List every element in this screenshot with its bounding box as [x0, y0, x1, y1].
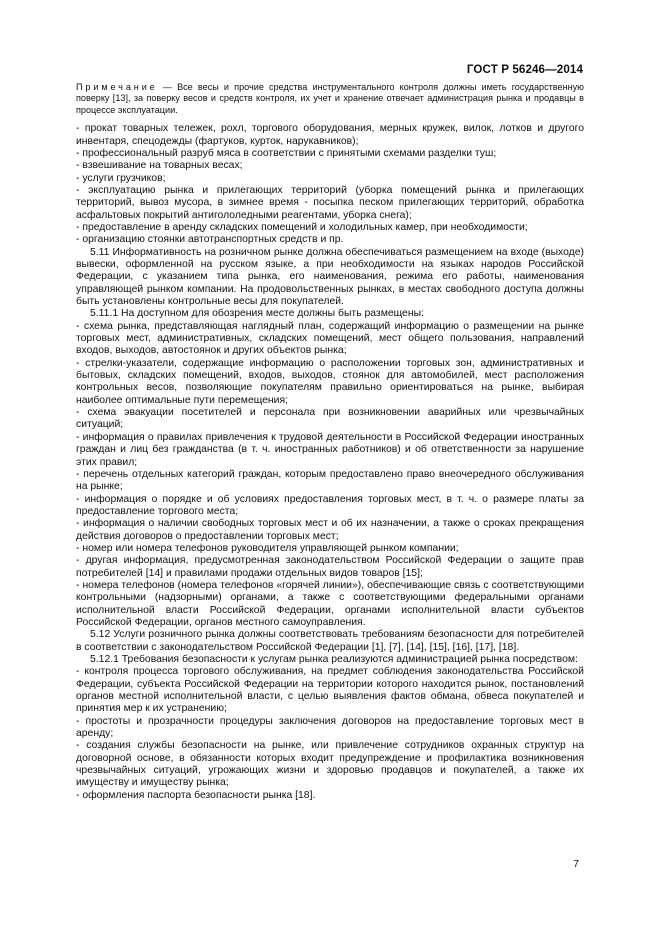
paragraph: - прокат товарных тележек, рохл, торгового оборудования, мерных кружек, вилок, лотков и другого инвентаря, спецодежды (фартуков, курток, нарукавников);	[76, 123, 584, 147]
paragraph: - услуги грузчиков;	[76, 172, 166, 184]
paragraph: 5.12.1 Требования безопасности к услугам рынка реализуются администрацией рынка посредством:	[90, 654, 578, 665]
page-number: 7	[573, 859, 579, 870]
page-body	[76, 82, 584, 802]
paragraph: - перечень отдельных категорий граждан, которым предоставлено право внеочередного обслуживания на рынке;	[76, 468, 584, 493]
paragraph: - создания службы безопасности на рынке, или привлечение сотрудников охранных структур на договорной основе, в обязанности которых входит предупреждение и профилактика возникновения чрезвычайных ситуаций, угрожающих жизни и здоровью продавцов и покупателей, а также их имуществу и имуществу рынка;	[76, 740, 584, 789]
paragraph: - другая информация, предусмотренная законодательством Российской Федерации о защите прав потребителей [14] и правилами продажи отдельных видов товаров [15];	[76, 555, 584, 579]
document-designation: ГОСТ Р 56246—2014	[466, 63, 583, 76]
paragraph: - номера телефонов (номера телефонов «горячей линии»), обеспечивающие связь с соответствующими контрольными (надзорными) органами, а также с соответствующими федеральными органами исполнительной власти Российской Федерации, органами исполнительной власти субъектов Российской Федерации, органов местного самоуправления.	[76, 579, 584, 628]
paragraph: - информация о правилах привлечения к трудовой деятельности в Российской Федерации иностранных граждан и лиц без гражданства (в т. ч. иностранных работников) и об ответственности за нарушение этих правил;	[76, 431, 584, 468]
paragraph: - схема рынка, представляющая наглядный план, содержащий информацию о размещении на рынке торговых мест, административных, складских помещений, мест общего пользования, направлений входов, выходов, автостоянок и других объектов рынка;	[76, 320, 584, 357]
paragraph: - информация о порядке и об условиях предоставления торговых мест, в т. ч. о размере платы за предоставление торгового места;	[76, 493, 584, 517]
paragraph: - взвешивание на товарных весах;	[76, 160, 243, 172]
paragraph: - схема эвакуации посетителей и персонала при возникновении аварийных или чрезвычайных ситуаций;	[76, 407, 584, 431]
paragraph: 5.12 Услуги розничного рынка должны соответствовать требованиям безопасности для потребителей в соответствии с законодательством Российской Федерации [1], [7], [14], [15], [16], [17], [18].	[76, 629, 584, 653]
paragraph: - простоты и прозрачности процедуры заключения договоров на предоставление торговых мест в аренду;	[76, 715, 584, 740]
paragraph: - предоставление в аренду складских помещений и холодильных камер, при необходимости;	[76, 221, 528, 233]
note-label: Примечание	[76, 82, 158, 92]
paragraph: 5.11 Информативность на розничном рынке должна обеспечиваться размещением на входе (выходе) вывески, оформленной на русском языке, а при необходимости на языках народов Российской Федерации, с указанием типа рынка, его наименования, режима его работы, наименования управляющей рынком компании. На продовольственных рынках, в местах свободного доступа должны быть установлены контрольные весы для покупателей.	[76, 246, 584, 308]
paragraph: - номер или номера телефонов руководителя управляющей рынком компании;	[76, 542, 459, 554]
paragraph: - эксплуатацию рынка и прилегающих территорий (уборка помещений рынка и прилегающих территорий, вывоз мусора, в зимнее время - посыпка песком прилегающих территорий, обработка асфальтовых покрытий антигололедными реагентами, уборка снега);	[76, 184, 584, 221]
paragraph: - стрелки-указатели, содержащие информацию о расположении торговых зон, административных и бытовых, складских помещений, входов, выходов, стоянок для автомобилей, мест расположения контрольных весов, позволяющие покупателям правильно ориентироваться на рынке, выбирая наиболее оптимальные пути перемещения;	[76, 357, 584, 406]
paragraph: - организацию стоянки автотранспортных средств и пр.	[76, 234, 344, 246]
paragraph: - профессиональный разруб мяса в соответствии с принятыми схемами разделки туш;	[76, 147, 497, 159]
note-block	[76, 82, 584, 116]
paragraph: 5.11.1 На доступном для обозрения месте должны быть размещены:	[90, 308, 424, 320]
note-text: — Все весы и прочие средства инструментального контроля должны иметь государственную поверку [13], за поверку весов и средств контроля, их учет и хранение отвечает администрация рынка и продавцы в процессе эксплуатации.	[76, 82, 584, 115]
paragraph-list	[76, 123, 584, 802]
paragraph: - информация о наличии свободных торговых мест и об их назначении, а также о сроках прекращения действия договоров о предоставлении торговых мест;	[76, 518, 584, 542]
paragraph: - контроля процесса торгового обслуживания, на предмет соблюдения законодательства Российской Федерации, субъекта Российской Федерации на территории которого находится рынок, постановлений органов местной исполнительной власти, с целью выявления фактов обмана, обвеса покупателей и принятия мер к их устранению;	[76, 666, 584, 715]
paragraph: - оформления паспорта безопасности рынка [18].	[76, 789, 316, 801]
